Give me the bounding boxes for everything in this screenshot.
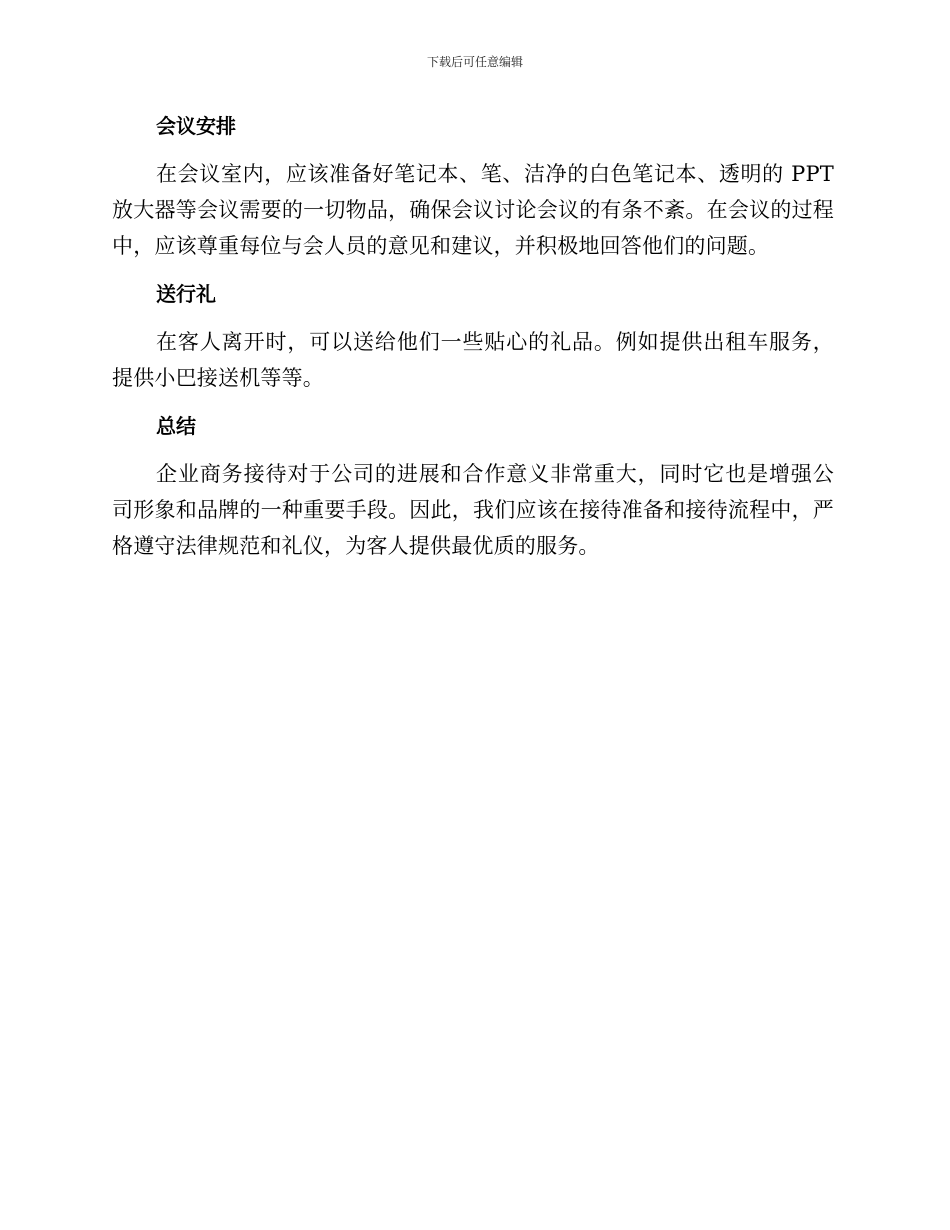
section-paragraph: 企业商务接待对于公司的进展和合作意义非常重大，同时它也是增强公司形象和品牌的一种重要手段。因此，我们应该在接待准备和接待流程中，严格遵守法律规范和礼仪，为客人提供最优质的服务。 [112, 462, 834, 558]
section-summary [112, 410, 834, 564]
section-heading: 送行礼 [156, 282, 216, 306]
section-heading: 会议安排 [156, 114, 236, 138]
section-farewell-gift [112, 278, 834, 396]
header-note: 下载后可任意编辑 [426, 55, 523, 69]
section-meeting-arrangement [112, 110, 834, 264]
document-body [112, 110, 834, 578]
section-paragraph: 在客人离开时，可以送给他们一些贴心的礼品。例如提供出租车服务，提供小巴接送机等等。 [112, 330, 834, 390]
section-heading: 总结 [156, 414, 196, 438]
section-paragraph: 在会议室内，应该准备好笔记本、笔、洁净的白色笔记本、透明的 PPT 放大器等会议需要的一切物品，确保会议讨论会议的有条不紊。在会议的过程中，应该尊重每位与会人员的意见和建议，并积极地回答他们的问题。 [112, 162, 834, 258]
